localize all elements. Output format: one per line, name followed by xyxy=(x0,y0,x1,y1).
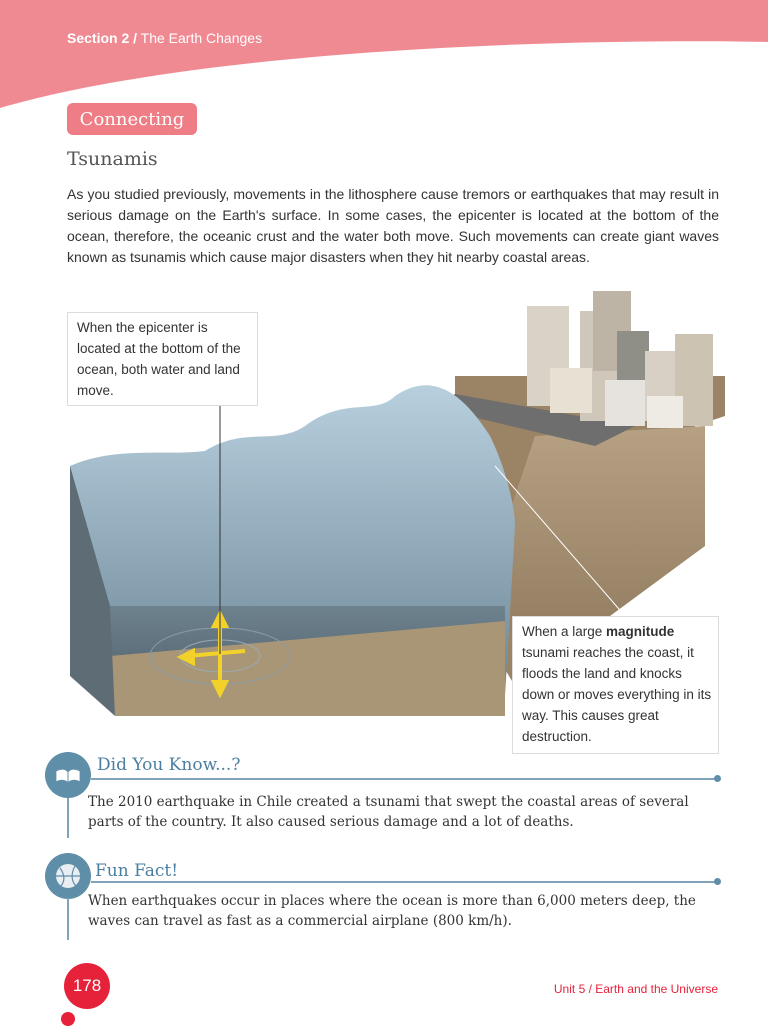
fun-fact-rule xyxy=(91,881,716,883)
fun-fact-vertical-rule xyxy=(67,898,69,940)
did-you-know-dot xyxy=(714,775,721,782)
did-you-know-title: Did You Know...? xyxy=(97,755,241,775)
footer-unit-label: Unit 5 / xyxy=(553,982,592,996)
did-you-know-rule xyxy=(91,778,716,780)
book-icon xyxy=(45,752,91,798)
footer-unit xyxy=(554,982,718,996)
section-title: The Earth Changes xyxy=(140,30,263,46)
did-you-know-text: The 2010 earthquake in Chile created a tsunami that swept the coastal areas of several parts of the country. It also caused serious damage and a lot of deaths. xyxy=(88,794,689,830)
fun-fact-text: When earthquakes occur in places where the ocean is more than 6,000 meters deep, the waves can travel as fast as a commercial airplane (800 km/h). xyxy=(88,893,696,929)
coast-callout-pre: When a large xyxy=(522,624,607,639)
fun-fact-title: Fun Fact! xyxy=(95,861,179,881)
page-title: Tsunamis xyxy=(67,148,158,170)
intro-paragraph: As you studied previously, movements in the lithosphere cause tremors or earthquakes that may result in serious damage on the Earth's surface. In some cases, the epicenter is located at the bottom of the ocean, therefore, the oceanic crust and the water both move. Such movements can create giant waves known as tsunamis which cause major disasters when they hit nearby coastal areas. xyxy=(67,186,719,265)
coast-callout xyxy=(512,616,719,754)
coast-callout-post: tsunami reaches the coast, it floods the land and knocks down or moves everything in its way. This causes great destruction. xyxy=(522,645,712,744)
fun-fact-dot xyxy=(714,878,721,885)
header-band xyxy=(0,0,768,110)
page-number: 178 xyxy=(64,963,110,1009)
footer-unit-title: Earth and the Universe xyxy=(595,982,718,996)
did-you-know-vertical-rule xyxy=(67,798,69,838)
epicenter-callout: When the epicenter is located at the bottom of the ocean, both water and land move. xyxy=(67,312,258,406)
section-header xyxy=(67,30,262,46)
section-number: Section 2 / xyxy=(67,30,138,46)
ball-icon xyxy=(45,853,91,899)
magnitude-term: magnitude xyxy=(606,624,675,639)
connecting-tab: Connecting xyxy=(67,103,197,135)
